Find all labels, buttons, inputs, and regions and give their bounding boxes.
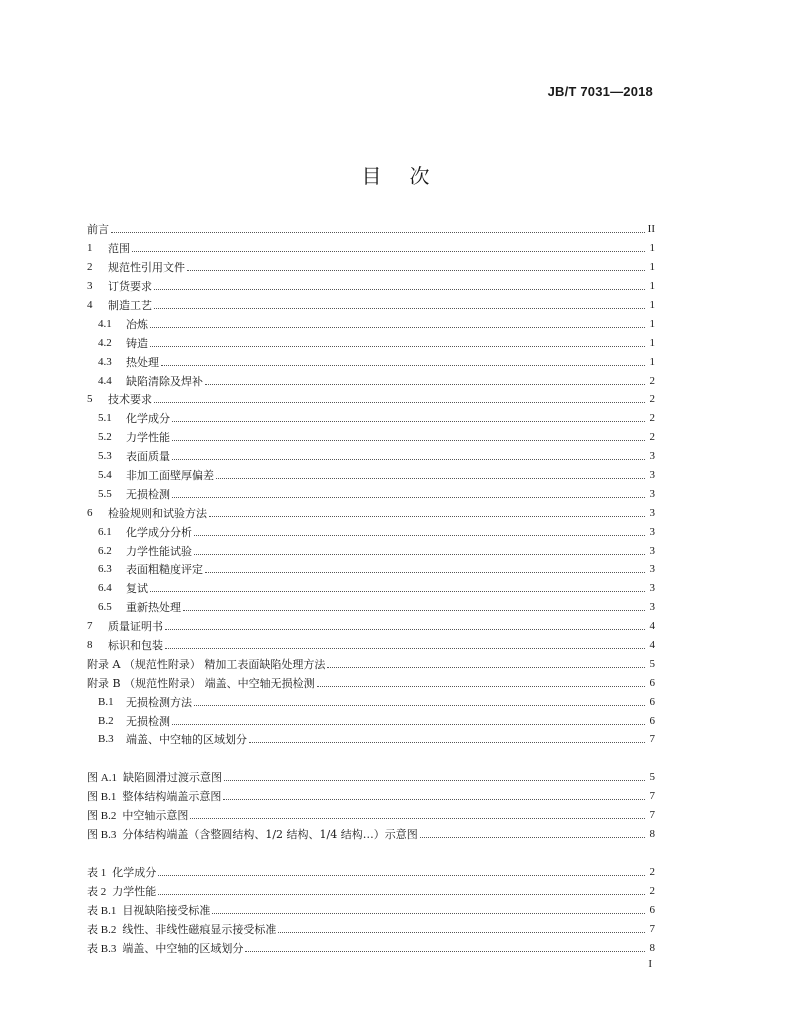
toc-table-entry-label: 线性、非线性磁痕显示接受标准	[122, 922, 277, 936]
toc-table-entry-number: 表 B.2	[87, 923, 117, 936]
dot-leader	[150, 335, 645, 347]
dot-leader	[205, 373, 645, 385]
toc-section-entry[interactable]	[87, 711, 655, 730]
toc-section-entry-number: 6.1	[98, 525, 112, 538]
dot-leader	[190, 807, 645, 819]
toc-figure-entry-number: 图 B.1	[87, 791, 117, 804]
toc-section-entry[interactable]	[87, 654, 655, 673]
dot-leader	[172, 713, 645, 725]
toc-section-entry[interactable]	[87, 730, 655, 749]
toc-section-entry-number: 4	[87, 299, 93, 311]
toc-section-entry-page: 4	[649, 620, 655, 633]
toc-section-entry-label: 附录 A （规范性附录） 精加工表面缺陷处理方法	[87, 657, 326, 671]
toc-section-entry-page: 3	[649, 601, 655, 614]
toc-section-entry-page: 2	[649, 374, 655, 387]
standard-code: JB/T 7031—2018	[547, 84, 653, 99]
dot-leader	[249, 731, 645, 743]
toc-figures	[87, 768, 655, 844]
toc-section-entry-number: 2	[87, 261, 93, 274]
toc-section-entry[interactable]	[87, 673, 655, 692]
toc-figure-entry-label: 缺陷圆滑过渡示意图	[122, 771, 222, 785]
toc-figure-entry[interactable]	[87, 787, 655, 806]
toc-section-entry-number: 8	[87, 639, 93, 652]
toc-section-entry-label: 冶炼	[126, 317, 148, 331]
toc-section-entry-number: 3	[87, 280, 93, 293]
toc-section-entry-label: 无损检测	[126, 714, 170, 728]
toc-table-entry-number: 表 B.1	[87, 904, 117, 917]
toc-section-entry-number: B.1	[98, 695, 114, 708]
dot-leader	[158, 864, 645, 876]
toc-section-entry-label: 复试	[126, 582, 148, 596]
toc-table-entry-page: 2	[649, 884, 655, 897]
toc-section-entry-number: 4.2	[98, 336, 112, 349]
toc-section-entry-label: 订货要求	[108, 280, 152, 294]
toc-section-entry-label: 范围	[108, 242, 130, 256]
toc-section-entry[interactable]	[87, 390, 655, 409]
toc-section-entry[interactable]	[87, 314, 655, 333]
toc-section-entry[interactable]	[87, 239, 655, 258]
dot-leader	[245, 940, 645, 952]
toc-section-entry-number: 5.5	[98, 487, 112, 500]
toc-figure-entry-page: 7	[649, 790, 655, 803]
toc-section-entry-page: 3	[649, 487, 655, 500]
dot-leader	[154, 391, 645, 403]
toc-table-entry-number: 表 2	[87, 885, 107, 898]
toc-figure-entry-label: 分体结构端盖（含整圆结构、1/2 结构、1/4 结构…）示意图	[122, 828, 418, 842]
toc-section-entry-page: 4	[649, 639, 655, 652]
toc-section-entry[interactable]	[87, 371, 655, 390]
dot-leader	[224, 769, 645, 781]
toc-section-entry-page: 2	[649, 393, 655, 406]
toc-table-entry[interactable]	[87, 919, 655, 938]
toc-section-entry[interactable]	[87, 560, 655, 579]
toc-section-entry-number: 5.2	[98, 431, 112, 444]
toc-section-entry-page: 1	[649, 242, 655, 255]
toc-section-entry-page: 1	[649, 280, 655, 293]
dot-leader	[161, 354, 645, 366]
toc-section-entry[interactable]	[87, 598, 655, 617]
dot-leader	[111, 221, 645, 233]
dot-leader	[172, 448, 645, 460]
toc-section-entry-number: 4.1	[98, 317, 112, 330]
toc-section-entry-label: 无损检测方法	[126, 695, 192, 709]
toc-section-entry-page: 6	[649, 714, 655, 727]
toc-section-entry-label: 表面粗糙度评定	[126, 563, 203, 577]
toc-section-entry-page: 1	[649, 261, 655, 274]
toc-table-entry-label: 目视缺陷接受标准	[122, 903, 211, 917]
toc-section-entry-label: 热处理	[126, 355, 159, 369]
toc-table-entry[interactable]	[87, 938, 655, 957]
table-of-contents	[87, 220, 655, 957]
toc-section-entry[interactable]	[87, 277, 655, 296]
toc-section-entry-page: 3	[649, 450, 655, 463]
toc-section-entry[interactable]	[87, 466, 655, 485]
toc-figure-entry-number: 图 B.2	[87, 810, 117, 823]
dot-leader	[209, 505, 645, 517]
toc-figure-entry-label: 整体结构端盖示意图	[122, 790, 222, 804]
toc-section-entry-number: 6	[87, 506, 93, 519]
page-number: I	[648, 958, 652, 970]
toc-table-entry-page: 6	[649, 903, 655, 916]
dot-leader	[216, 467, 645, 479]
toc-table-entry-label: 力学性能	[112, 884, 157, 898]
toc-section-entry-page: 6	[649, 695, 655, 708]
page-title: 目次	[361, 164, 458, 188]
toc-section-entry-label: 制造工艺	[108, 299, 152, 312]
dot-leader	[278, 921, 645, 933]
dot-leader	[317, 675, 645, 687]
toc-figure-entry[interactable]	[87, 825, 655, 844]
dot-leader	[150, 316, 645, 328]
toc-section-entry-page: 7	[649, 733, 655, 746]
toc-figure-entry-label: 中空轴示意图	[122, 809, 189, 823]
toc-section-entry[interactable]	[87, 692, 655, 711]
toc-section-entry[interactable]	[87, 579, 655, 598]
toc-section-entry-label: 规范性引用文件	[108, 261, 185, 275]
toc-table-entry-label: 端盖、中空轴的区域划分	[122, 941, 244, 955]
toc-section-entry[interactable]	[87, 333, 655, 352]
toc-section-entry-number: 6.2	[98, 544, 112, 557]
toc-table-entry-page: 2	[649, 865, 655, 878]
toc-section-entry[interactable]	[87, 522, 655, 541]
toc-section-entry-label: 标识和包装	[108, 639, 163, 653]
toc-table-entry[interactable]	[87, 863, 655, 882]
toc-table-entry-number: 表 1	[87, 866, 107, 879]
toc-table-entry-page: 8	[649, 941, 655, 954]
toc-section-entry-number: 1	[87, 242, 93, 255]
toc-section-entry-number: 4.3	[98, 355, 112, 368]
toc-section-entry-label: 化学成分	[126, 412, 170, 426]
toc-section-entry-label: 端盖、中空轴的区域划分	[126, 733, 247, 747]
toc-section-entry-label: 检验规则和试验方法	[108, 506, 207, 520]
toc-section-entry-label: 化学成分分析	[126, 525, 192, 539]
toc-section-entry-page: 1	[649, 336, 655, 349]
dot-leader	[205, 561, 645, 573]
toc-section-entry-label: 缺陷清除及焊补	[126, 374, 203, 388]
dot-leader	[420, 826, 645, 838]
toc-table-entry-label: 化学成分	[112, 865, 157, 879]
toc-table-entry[interactable]	[87, 881, 655, 900]
toc-section-entry-page: 1	[649, 317, 655, 330]
toc-section-entry-label: 无损检测	[126, 487, 170, 501]
toc-section-entry-label: 前言	[87, 223, 109, 237]
dot-leader	[223, 788, 645, 800]
toc-section-entry-page: 3	[649, 582, 655, 595]
toc-section-entry[interactable]	[87, 296, 655, 315]
toc-section-entry-number: 5.3	[98, 450, 112, 463]
dot-leader	[172, 410, 645, 422]
toc-section-entry-number: B.2	[98, 714, 114, 727]
toc-figure-entry-page: 7	[649, 809, 655, 822]
toc-section-entry-label: 技术要求	[108, 393, 152, 407]
toc-section-entry-label: 力学性能	[126, 431, 170, 445]
toc-section-entry-label: 重新热处理	[126, 601, 181, 615]
dot-leader	[187, 259, 645, 271]
toc-table-entry[interactable]	[87, 900, 655, 919]
dot-leader	[183, 599, 645, 611]
dot-leader	[172, 486, 645, 498]
toc-section-entry-page: 3	[649, 506, 655, 519]
dot-leader	[165, 618, 645, 630]
toc-sections	[87, 220, 655, 749]
toc-section-entry-number: 7	[87, 620, 93, 633]
dot-leader	[150, 580, 645, 592]
toc-section-entry[interactable]	[87, 484, 655, 503]
toc-figure-entry[interactable]	[87, 806, 655, 825]
toc-section-entry-number: 6.3	[98, 563, 112, 576]
toc-section-entry[interactable]	[87, 352, 655, 371]
dot-leader	[154, 278, 645, 290]
dot-leader	[194, 543, 645, 555]
toc-table-entry-page: 7	[649, 922, 655, 935]
toc-tables	[87, 863, 655, 957]
toc-section-entry-number: 5.1	[98, 412, 112, 425]
dot-leader	[172, 429, 645, 441]
dot-leader	[158, 883, 645, 895]
toc-spacer	[87, 844, 655, 863]
toc-section-entry-page: 1	[649, 355, 655, 368]
toc-section-entry-page: 5	[649, 657, 655, 670]
toc-section-entry-page: II	[647, 223, 655, 236]
toc-section-entry[interactable]	[87, 503, 655, 522]
toc-section-entry-number: B.3	[98, 733, 114, 746]
toc-section-entry-page: 6	[649, 676, 655, 689]
toc-section-entry[interactable]	[87, 447, 655, 466]
toc-section-entry-number: 5.4	[98, 469, 112, 482]
toc-section-entry-page: 1	[649, 299, 655, 311]
dot-leader	[154, 297, 645, 309]
toc-section-entry-page: 3	[649, 469, 655, 482]
toc-figure-entry-number: 图 A.1	[87, 772, 117, 785]
toc-section-entry-number: 5	[87, 393, 93, 406]
toc-section-entry-page: 2	[649, 431, 655, 444]
toc-section-entry-number: 4.4	[98, 374, 112, 387]
toc-spacer	[87, 749, 655, 768]
toc-table-entry-number: 表 B.3	[87, 942, 117, 955]
toc-figure-entry-page: 8	[649, 828, 655, 841]
toc-section-entry-label: 力学性能试验	[126, 544, 192, 558]
dot-leader	[327, 656, 645, 668]
toc-section-entry-number: 6.4	[98, 582, 112, 595]
dot-leader	[165, 637, 645, 649]
toc-section-entry-label: 质量证明书	[108, 620, 163, 634]
toc-figure-entry-page: 5	[649, 771, 655, 784]
toc-figure-entry[interactable]	[87, 768, 655, 787]
toc-section-entry[interactable]	[87, 258, 655, 277]
toc-section-entry[interactable]	[87, 409, 655, 428]
toc-section-entry[interactable]	[87, 428, 655, 447]
toc-section-entry[interactable]	[87, 617, 655, 636]
toc-section-entry-page: 3	[649, 563, 655, 576]
toc-section-entry-label: 铸造	[126, 336, 148, 350]
dot-leader	[194, 694, 645, 706]
toc-section-entry-label: 非加工面壁厚偏差	[126, 469, 214, 483]
toc-section-entry[interactable]	[87, 541, 655, 560]
toc-section-entry[interactable]	[87, 220, 655, 239]
toc-section-entry[interactable]	[87, 636, 655, 655]
toc-figure-entry-number: 图 B.3	[87, 829, 117, 842]
dot-leader	[132, 240, 645, 252]
toc-section-entry-label: 表面质量	[126, 450, 170, 464]
toc-section-entry-number: 6.5	[98, 601, 112, 614]
toc-section-entry-page: 2	[649, 412, 655, 425]
toc-section-entry-page: 3	[649, 544, 655, 557]
dot-leader	[194, 524, 645, 536]
toc-section-entry-page: 3	[649, 525, 655, 538]
toc-section-entry-label: 附录 B （规范性附录） 端盖、中空轴无损检测	[87, 676, 315, 690]
dot-leader	[212, 902, 645, 914]
